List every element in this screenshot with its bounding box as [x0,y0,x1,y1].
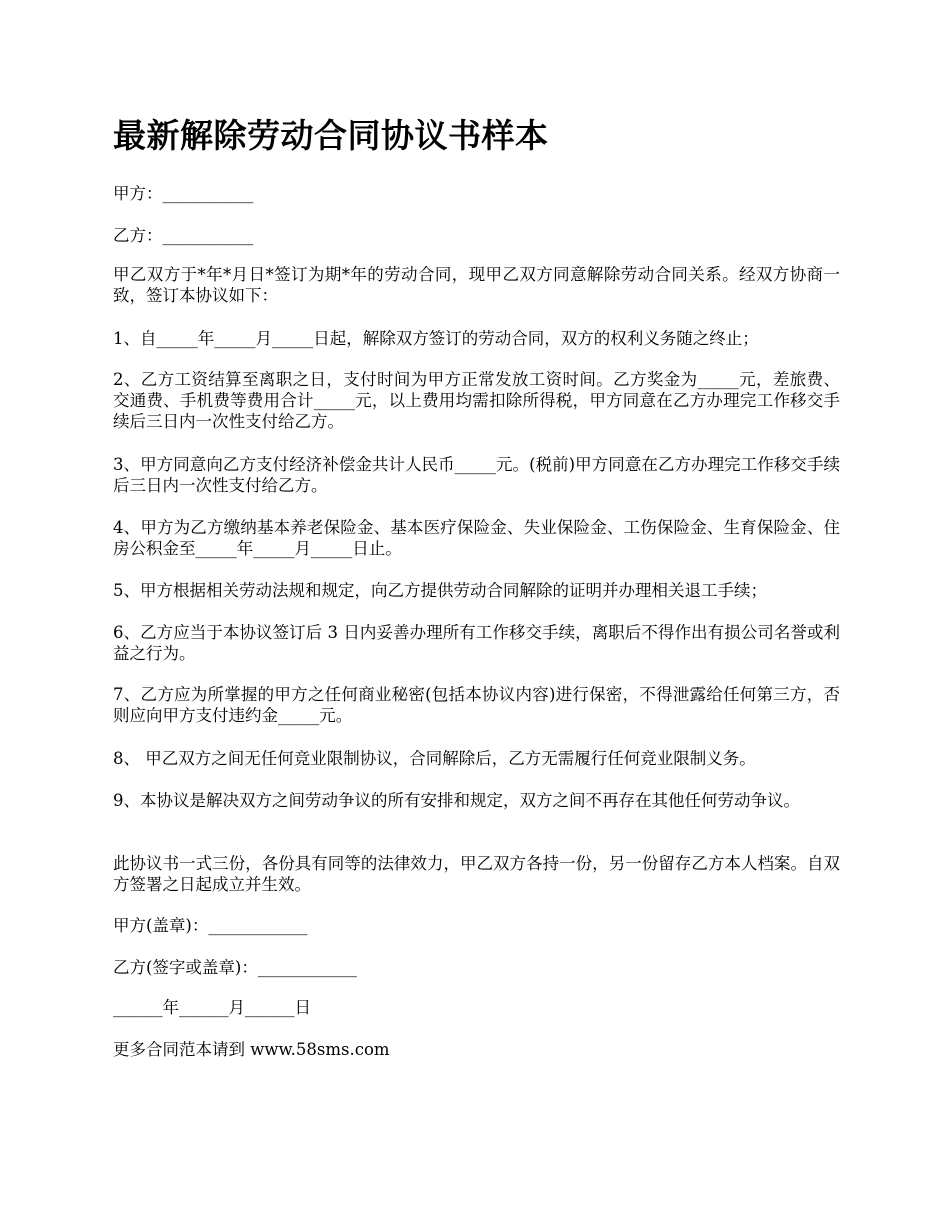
clause-7: 7、乙方应为所掌握的甲方之任何商业秘密(包括本协议内容)进行保密，不得泄露给任何第三方，否则应向甲方支付违约金_____元。 [113,685,840,725]
clause-2: 2、乙方工资结算至离职之日，支付时间为甲方正常发放工资时间。乙方奖金为_____元，差旅费、交通费、手机费等费用合计_____元，以上费用均需扣除所得税，甲方同意在乙方办理完工作移交手续后三日内一次性支付给乙方。 [113,370,840,431]
clause-6: 6、乙方应当于本协议签订后 3 日内妥善办理所有工作移交手续，离职后不得作出有损公司名誉或利益之行为。 [113,623,840,663]
clause-3: 3、甲方同意向乙方支付经济补偿金共计人民币_____元。(税前)甲方同意在乙方办理完工作移交手续后三日内一次性支付给乙方。 [113,455,840,495]
date-line: ______年______月______日 [113,998,311,1017]
clause-8: 8、 甲乙双方之间无任何竞业限制协议，合同解除后，乙方无需履行任何竞业限制义务。 [113,749,756,768]
copies-paragraph: 此协议书一式三份，各份具有同等的法律效力，甲乙双方各持一份，另一份留存乙方本人档案。自双方签署之日起成立并生效。 [113,854,840,894]
signature-party-b: 乙方(签字或盖章)：____________ [113,958,357,977]
party-b-line: 乙方：___________ [113,226,254,245]
signature-party-a: 甲方(盖章)：____________ [113,916,308,935]
footer-note: 更多合同范本请到 www.58sms.com [113,1040,390,1059]
clause-4: 4、甲方为乙方缴纳基本养老保险金、基本医疗保险金、失业保险金、工伤保险金、生育保险金、住房公积金至_____年_____月_____日止。 [113,518,840,558]
clause-1: 1、自_____年_____月_____日起，解除双方签订的劳动合同，双方的权利义务随之终止； [113,329,759,348]
intro-paragraph: 甲乙双方于*年*月日*签订为期*年的劳动合同，现甲乙双方同意解除劳动合同关系。经双方协商一致，签订本协议如下： [113,265,840,305]
document-title: 最新解除劳动合同协议书样本 [113,116,549,155]
clause-9: 9、本协议是解决双方之间劳动争议的所有安排和规定，双方之间不再存在其他任何劳动争议。 [113,791,800,810]
clause-5: 5、甲方根据相关劳动法规和规定，向乙方提供劳动合同解除的证明并办理相关退工手续； [113,581,767,600]
party-a-line: 甲方：___________ [113,184,254,203]
